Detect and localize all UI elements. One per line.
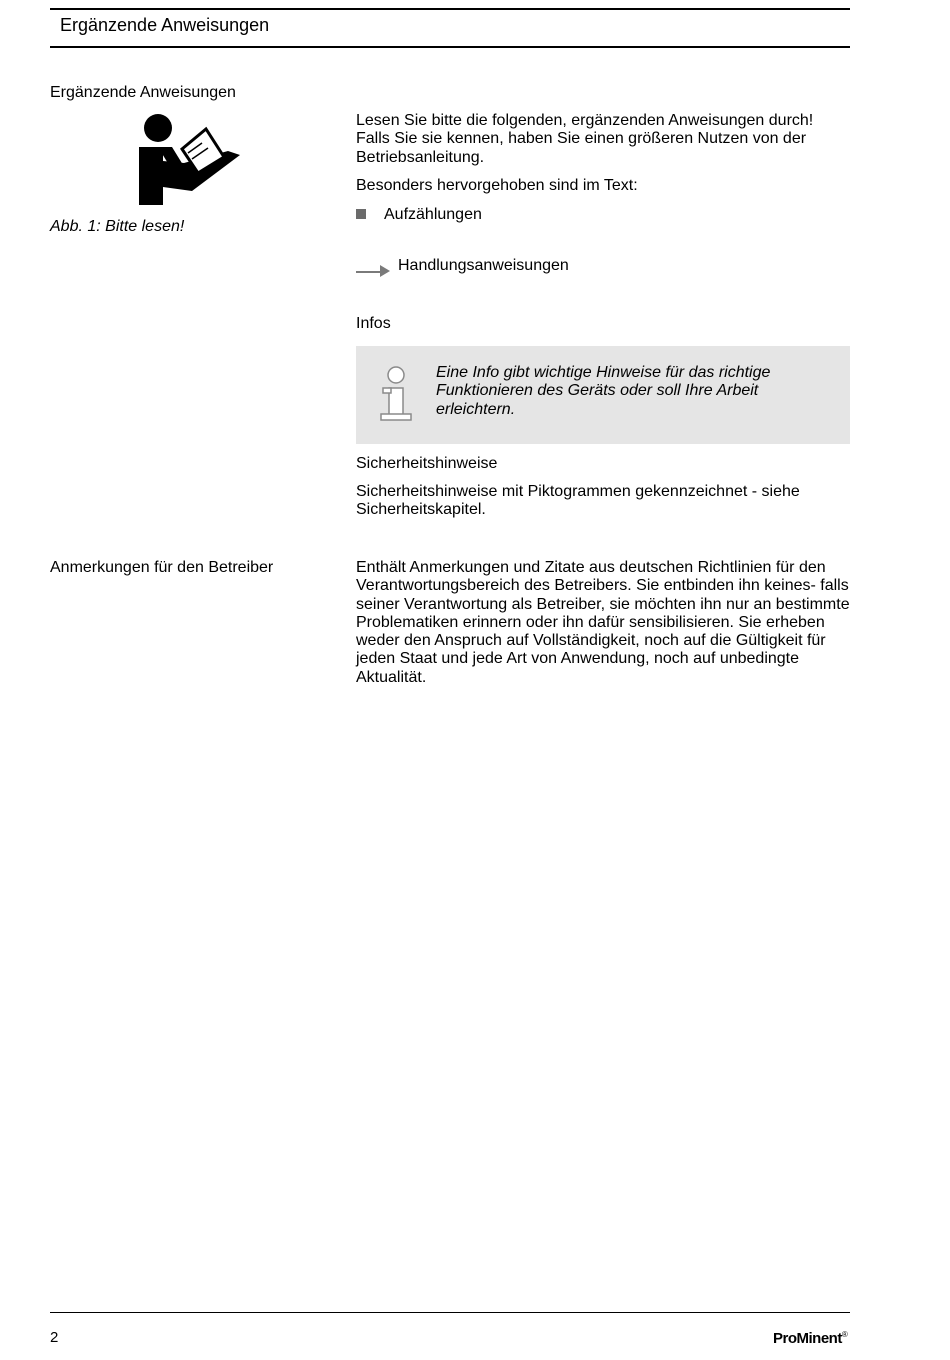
action-item-label: Handlungsanweisungen bbox=[398, 257, 569, 274]
safety-paragraph: Sicherheitshinweise mit Piktogrammen gekennzeichnet - siehe Sicherheitskapitel. bbox=[356, 483, 800, 519]
header-rule-top bbox=[50, 8, 850, 10]
arrow-right-icon bbox=[356, 262, 392, 278]
safety-heading: Sicherheitshinweise bbox=[356, 455, 498, 472]
brand-name: ProMinent bbox=[773, 1330, 842, 1347]
square-bullet-icon bbox=[356, 209, 366, 219]
footer-rule bbox=[50, 1312, 850, 1313]
section-heading-supplementary: Ergänzende Anweisungen bbox=[50, 84, 236, 101]
page-header-title: Ergänzende Anweisungen bbox=[60, 15, 270, 35]
info-text: Eine Info gibt wichtige Hinweise für das richtige Funktionieren des Geräts oder soll Ihre Arbeit erleichtern. bbox=[436, 364, 771, 418]
emphasis-intro: Besonders hervorgehoben sind im Text: bbox=[356, 177, 638, 194]
brand-logo bbox=[773, 1330, 847, 1347]
brand-registered-mark: ® bbox=[841, 1330, 848, 1339]
info-box bbox=[356, 346, 850, 444]
intro-paragraph: Lesen Sie bitte die folgenden, ergänzenden Anweisungen durch! Falls Sie sie kennen, haben Sie einen größeren Nutzen von der Betriebsanleitung. bbox=[356, 112, 814, 166]
page-number: 2 bbox=[50, 1329, 59, 1346]
header-rule-bottom bbox=[50, 46, 850, 48]
section-heading-operator-notes: Anmerkungen für den Betreiber bbox=[50, 559, 274, 576]
bullet-item-label: Aufzählungen bbox=[384, 206, 482, 223]
infos-heading: Infos bbox=[356, 315, 391, 332]
person-reading-book-icon bbox=[136, 113, 244, 205]
info-i-icon bbox=[378, 364, 414, 424]
figure-caption: Abb. 1: Bitte lesen! bbox=[50, 218, 185, 235]
operator-notes-paragraph: Enthält Anmerkungen und Zitate aus deutschen Richtlinien für den Verantwortungsbereich des Betreibers. Sie entbinden ihn keines- falls seiner Verantwortung als Betreiber, sie möchten ihn nur an bestimmte Problematiken erinnern oder ihn dafür sensibilisieren. Sie erheben weder den Anspruch auf Vollständigkeit, noch auf die Gültigkeit für jeden Staat und jede Art von Anwendung, noch auf unbedingte Aktualität. bbox=[356, 559, 850, 686]
